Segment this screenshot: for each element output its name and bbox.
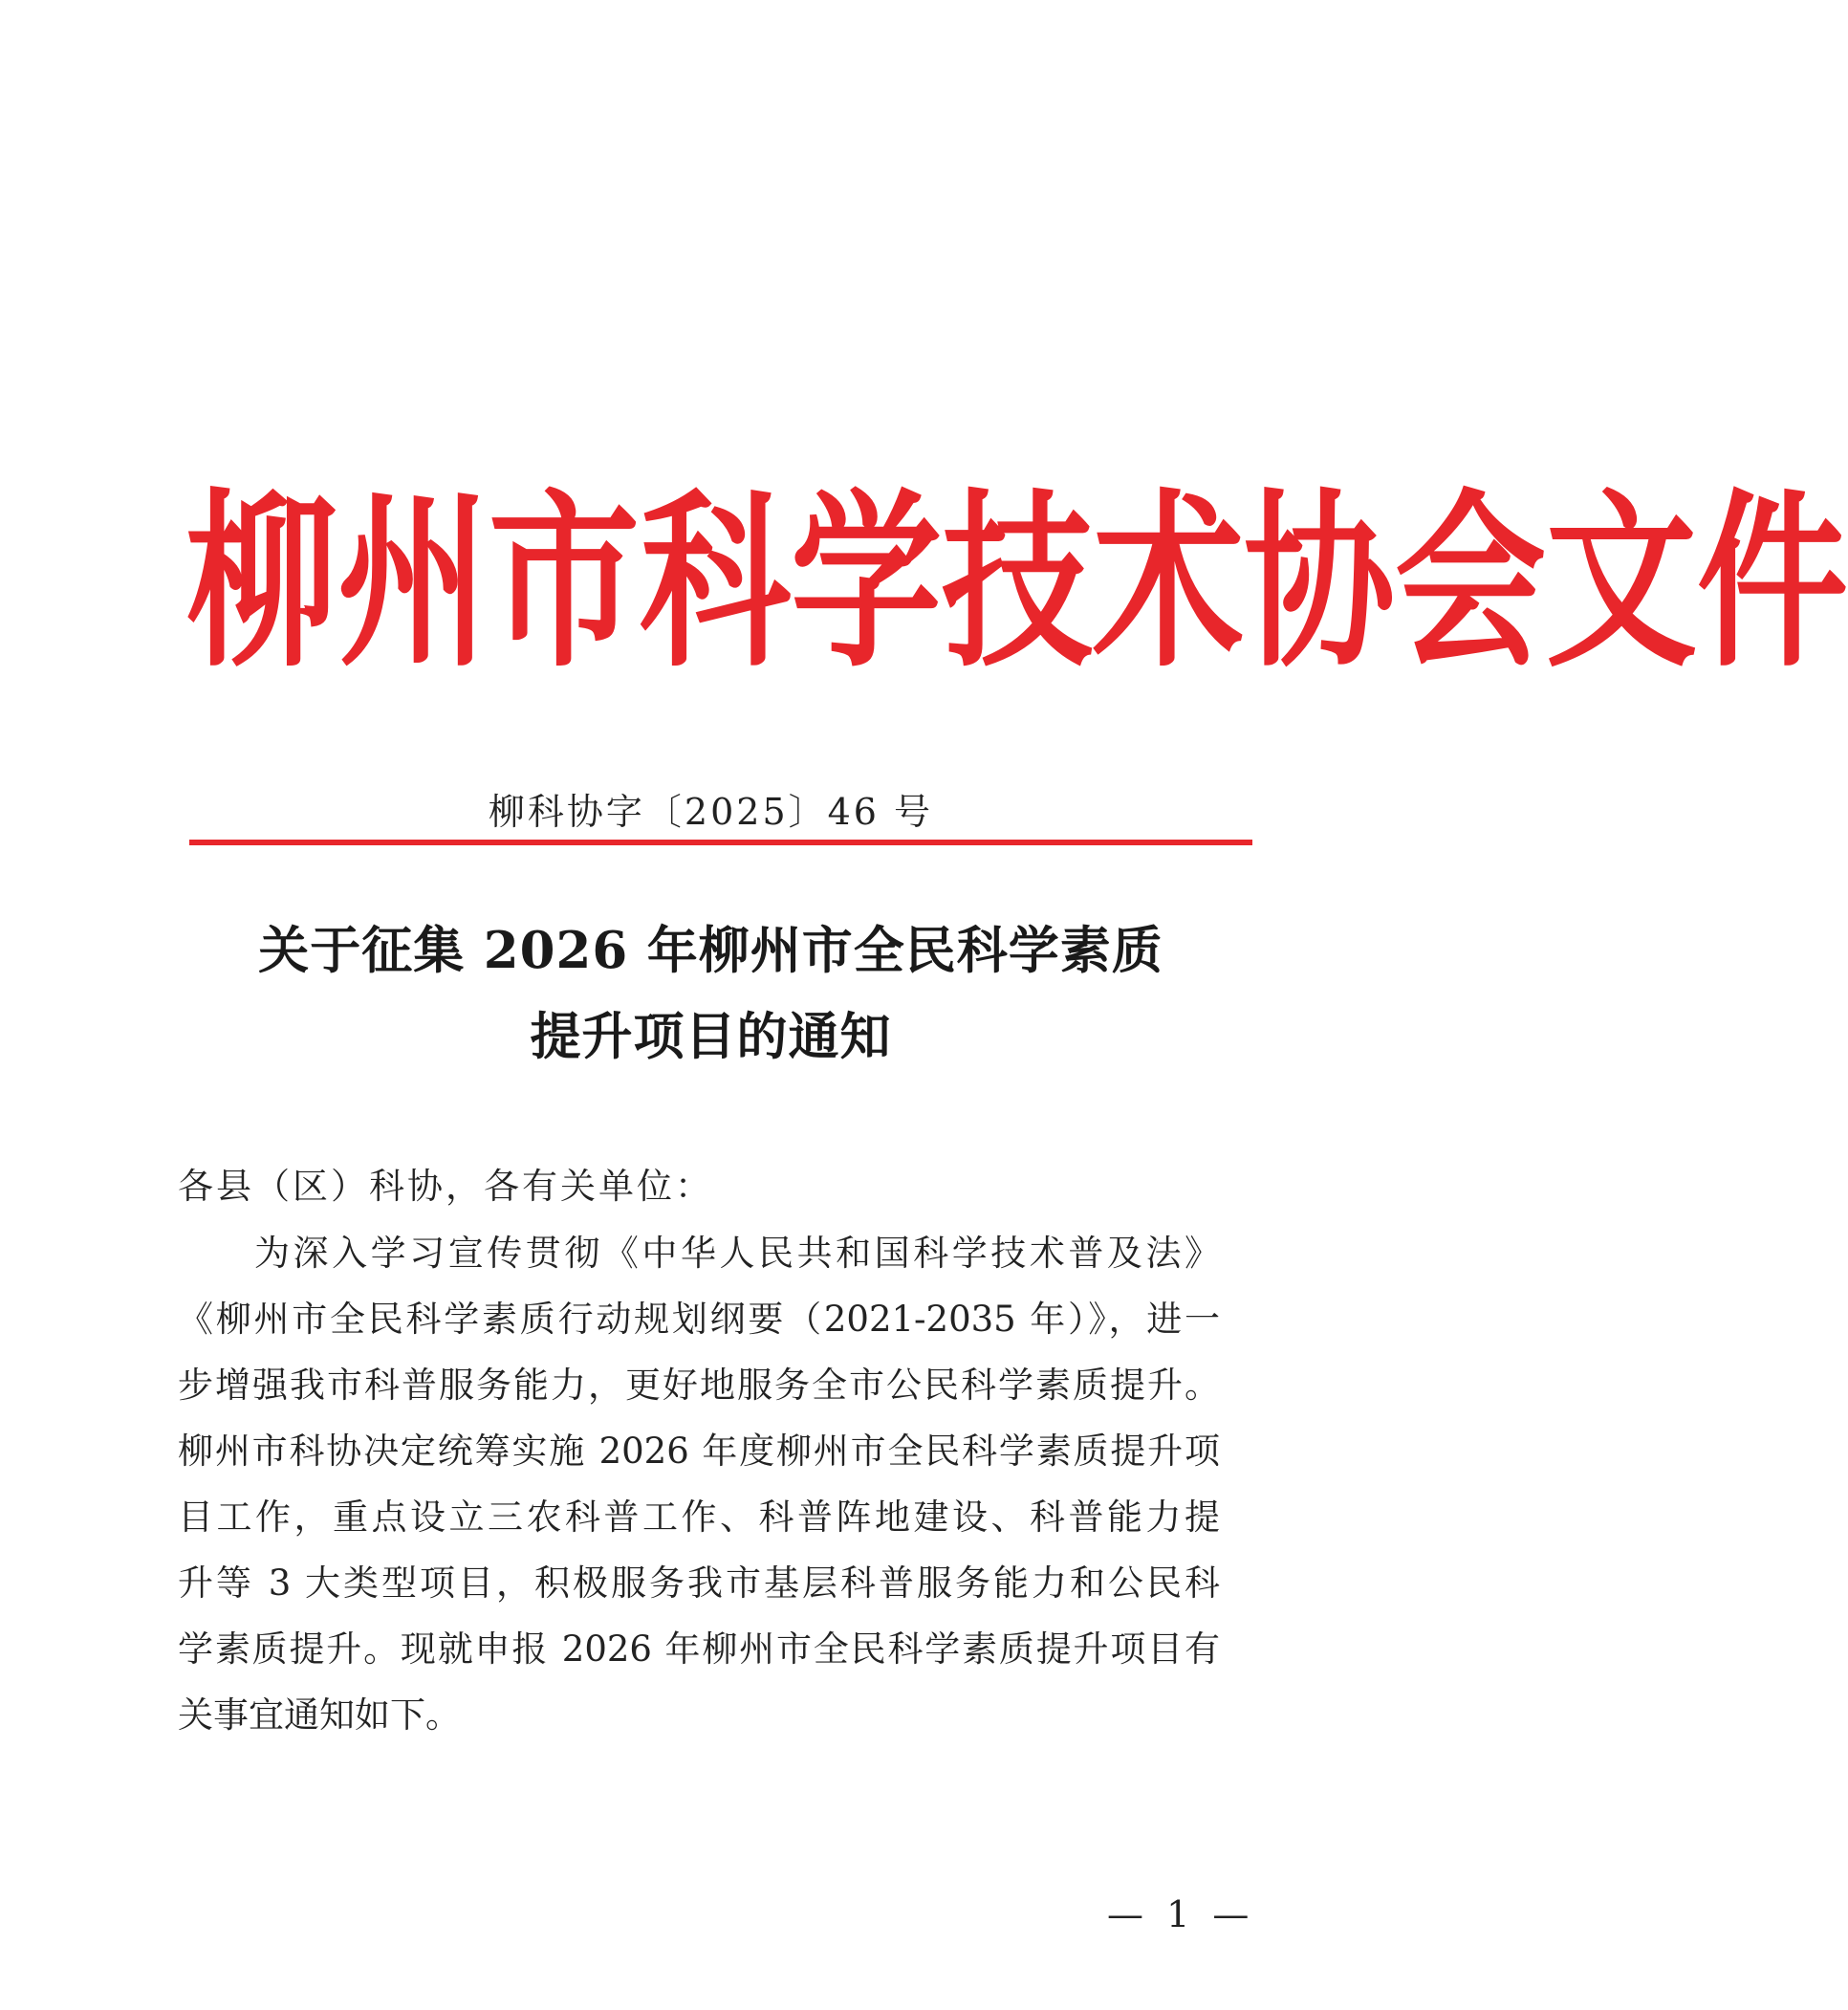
body-line: 步增强我市科普服务能力，更好地服务全市公民科学素质提升。 [178, 1365, 1220, 1406]
body-line: 《柳州市全民科学素质行动规划纲要（2021-2035 年）》，进一 [178, 1299, 1220, 1340]
red-divider [189, 840, 1252, 845]
body-line: 为深入学习宣传贯彻《中华人民共和国科学技术普及法》 [254, 1233, 1220, 1274]
body-line: 关事宜通知如下。 [178, 1694, 461, 1736]
page-number: — 1 — [1107, 1893, 1255, 1935]
masthead-title: 柳州市科学技术协会文件 [186, 473, 1848, 693]
body-line: 升等 3 大类型项目，积极服务我市基层科普服务能力和公民科 [178, 1562, 1220, 1604]
document-number: 柳科协字〔2025〕46 号 [488, 791, 934, 833]
notice-title-line-1: 关于征集 2026 年柳州市全民科学素质 [258, 921, 1163, 980]
notice-title-line-2: 提升项目的通知 [530, 1007, 892, 1066]
body-line: 柳州市科协决定统筹实施 2026 年度柳州市全民科学素质提升项 [178, 1431, 1220, 1472]
salutation: 各县（区）科协，各有关单位： [178, 1166, 713, 1207]
body-line: 目工作，重点设立三农科普工作、科普阵地建设、科普能力提 [178, 1497, 1220, 1538]
body-line: 学素质提升。现就申报 2026 年柳州市全民科学素质提升项目有 [178, 1628, 1220, 1670]
